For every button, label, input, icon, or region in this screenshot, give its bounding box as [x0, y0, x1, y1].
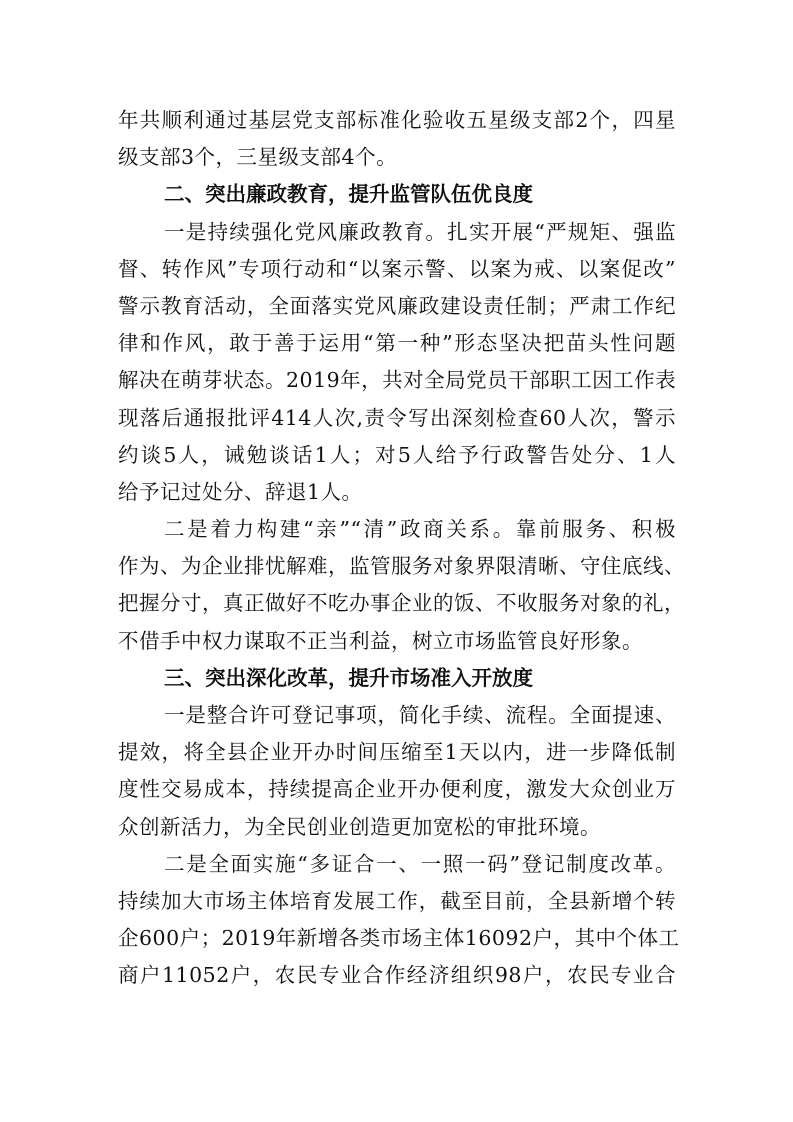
- text-line: 二是全面实施“多证合一、一照一码”登记制度改革。: [164, 851, 676, 876]
- text-line: 持续加大市场主体培育发展工作，截至目前，全县新增个转: [118, 888, 676, 913]
- text-line: 商户11052户，农民专业合作经济组织98户，农民专业合: [118, 963, 676, 988]
- text-line: 度性交易成本，持续提高企业开办便利度，激发大众创业万: [118, 777, 676, 802]
- text-line: 给予记过处分、辞退1人。: [118, 479, 363, 504]
- text-line: 把握分寸，真正做好不吃办事企业的饭、不收服务对象的礼，: [118, 591, 685, 616]
- text-line: 约谈5人，诫勉谈话1人；对5人给予行政警告处分、1人: [118, 442, 676, 467]
- text-line: 二是着力构建“亲”“清”政商关系。靠前服务、积极: [164, 517, 676, 542]
- text-line: 律和作风，敢于善于运用“第一种”形态坚决把苗头性问题: [118, 331, 676, 356]
- text-line: 不借手中权力谋取不正当利益，树立市场监管良好形象。: [118, 628, 643, 653]
- text-line: 提效，将全县企业开办时间压缩至1天以内，进一步降低制: [118, 740, 676, 765]
- text-line: 督、转作风”专项行动和“以案示警、以案为戒、以案促改”: [118, 256, 676, 281]
- document-page: [118, 102, 685, 995]
- text-line: 一是整合许可登记事项，简化手续、流程。全面提速、: [164, 703, 676, 727]
- text-line: 解决在萌芽状态。2019年，共对全局党员干部职工因工作表: [118, 368, 677, 393]
- text-line: 级支部3个，三星级支部4个。: [118, 145, 398, 170]
- text-line: 现落后通报批评414人次,责令写出深刻检查60人次，警示: [118, 405, 676, 430]
- section-heading: 三、突出深化改革，提升市场准入开放度: [164, 665, 533, 690]
- text-line: 众创新活力，为全民创业创造更加宽松的审批环境。: [118, 814, 601, 839]
- text-line: 一是持续强化党风廉政教育。扎实开展“严规矩、强监: [164, 219, 676, 244]
- section-heading: 二、突出廉政教育，提升监管队伍优良度: [164, 182, 533, 207]
- text-line: 警示教育活动，全面落实党风廉政建设责任制；严肃工作纪: [118, 293, 676, 318]
- text-line: 年共顺利通过基层党支部标准化验收五星级支部2个，四星: [118, 108, 676, 132]
- text-line: 企600户；2019年新增各类市场主体16092户，其中个体工: [118, 926, 680, 951]
- text-line: 作为、为企业排忧解难，监管服务对象界限清晰、守住底线、: [118, 554, 685, 579]
